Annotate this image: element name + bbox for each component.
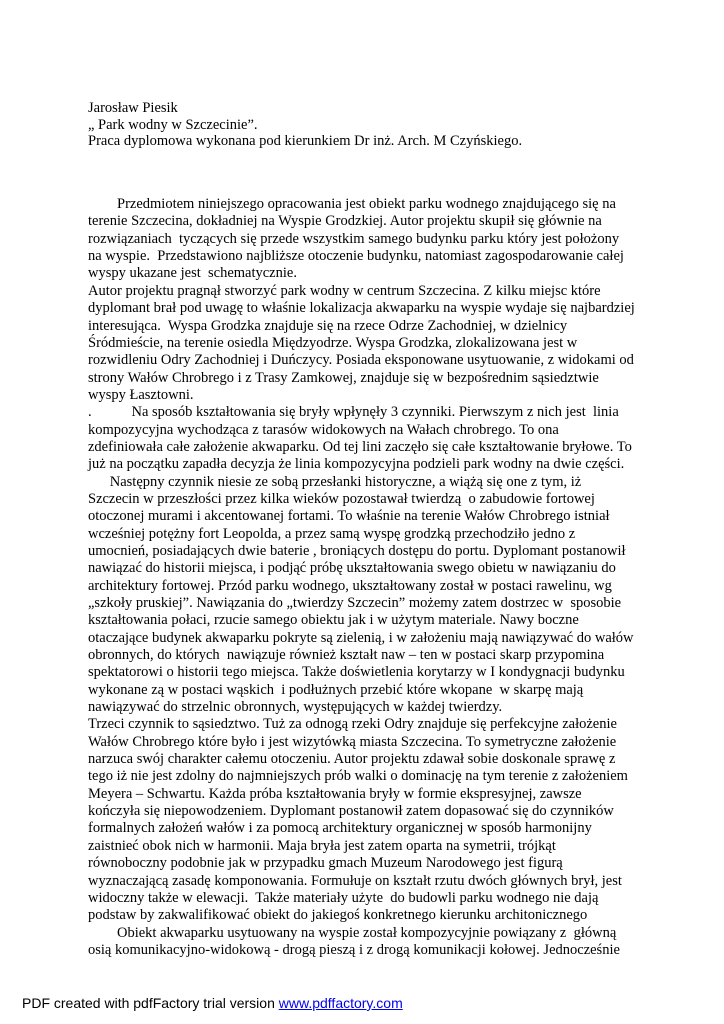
body-line: architektury fortowej. Przód parku wodnego, ukształtowany został w postaci rawelinu, wg (88, 577, 612, 594)
body-line: rozwiązaniach tyczących się przede wszystkim samego budynku parku który jest położony (88, 230, 620, 247)
thesis-title: „ Park wodny w Szczecinie”. (88, 116, 258, 133)
body-line: kompozycyjna wychodząca z tarasów widokowych na Wałach chrobrego. To ona (88, 421, 559, 438)
body-line: Następny czynnik niesie ze sobą przesłanki historyczne, a wiążą się one z tym, iż (88, 473, 582, 490)
body-line: narzuca swój charakter całemu otoczeniu. Autor projektu zdawał sobie doskonale sprawę z (88, 751, 616, 768)
pdffactory-link[interactable]: www.pdffactory.com (278, 995, 403, 1011)
body-text (88, 196, 640, 959)
footer-text: PDF created with pdfFactory trial version (22, 995, 279, 1011)
body-line: Trzeci czynnik to sąsiedztwo. Tuż za odnogą rzeki Odry znajduje się perfekcyjne założenie (88, 716, 617, 733)
body-line: tego iż nie jest zdolny do najmniejszych prób walki o dominację na tym terenie z założeniem (88, 768, 628, 785)
body-line: kończyła się niepowodzeniem. Dyplomant postanowił zatem dopasować się do czynników (88, 803, 614, 820)
body-line: nawiązać do historii miejsca, i podjąć próbę ukształtowania swego obietu w nawiązaniu do (88, 560, 616, 577)
body-line: formalnych założeń wałów i za pomocą architektury organicznej w sposób harmonijny (88, 820, 592, 837)
body-line: zaistnieć obok nich w harmonii. Maja bryła jest zatem oparta na symetrii, trójkąt (88, 837, 556, 854)
body-line: interesująca. Wyspa Grodzka znajduje się na rzece Odrze Zachodniej, w dzielnicy (88, 317, 568, 334)
document-header (88, 100, 640, 150)
body-line: na wyspie. Przedstawiono najbliższe otoczenie budynku, natomiast zagospodarowanie całej (88, 248, 624, 265)
body-line: zdefiniowała całe założenie akwaparku. Od tej lini zaczęło się całe kształtowanie bryłowe. To (88, 438, 632, 455)
body-line: „szkoły pruskiej”. Nawiązania do „twierdzy Szczecin” możemy zatem dostrzec w sposobie (88, 595, 622, 612)
body-line: Obiekt akwaparku usytuowany na wyspie został kompozycyjnie powiązany z główną (88, 924, 617, 941)
body-line: nawiązywać do strzelnic obronnych, występujących w każdej twierdzy. (88, 699, 503, 716)
body-line: wykonane zą w postaci wąskich i podłużnych przebić które wkopane w skarpę mają (88, 681, 584, 698)
body-line: umocnień, posiadających dwie baterie , broniących dostępu do portu. Dyplomant postanowił (88, 542, 626, 559)
body-line: rozwidleniu Odry Zachodniej i Duńczycy. Posiada eksponowane usytuowanie, z widokami od (88, 352, 634, 369)
body-line: . Na sposób kształtowania się bryły wpłynęły 3 czynniki. Pierwszym z nich jest linia (88, 404, 619, 421)
body-line: Meyera – Schwartu. Każda próba kształtowania bryły w formie ekspresyjnej, zawsze (88, 785, 582, 802)
body-line: spektatorowi o historii tego miejsca. Także doświetlenia korytarzy w I kondygnacji budynku (88, 664, 625, 681)
body-line: Autor projektu pragnął stworzyć park wodny w centrum Szczecina. Z kilku miejsc które (88, 282, 601, 299)
thesis-subtitle: Praca dyplomowa wykonana pod kierunkiem Dr inż. Arch. M Czyńskiego. (88, 133, 523, 150)
body-line: strony Wałów Chrobrego i z Trasy Zamkowej, znajduje się w bezpośrednim sąsiedztwie (88, 369, 599, 386)
body-line: Wałów Chrobrego które było i jest wizytówką miasta Szczecina. To symetryczne założenie (88, 733, 617, 750)
body-line: wcześniej potężny fort Leopolda, a przez samą wyspę grodzką przechodziło jedno z (88, 525, 576, 542)
body-line: terenie Szczecina, dokładniej na Wyspie Grodzkiej. Autor projektu skupił się głównie na (88, 213, 602, 230)
body-line: kształtowania połaci, rzucie samego obiektu jak i w użytym materiale. Nawy boczne (88, 612, 579, 629)
body-line: Śródmieście, na terenie osiedla Międzyodrze. Wyspa Grodzka, zlokalizowana jest w (88, 334, 578, 351)
body-line: wyspy ukazane jest schematycznie. (88, 265, 297, 282)
body-line: otaczające budynek akwaparku pokryte są zielenią, i w założeniu mają nawiązywać do wałów (88, 629, 634, 646)
body-line: podstaw by zakwalifikować obiekt do jakiegoś konkretnego kierunku architonicznego (88, 907, 588, 924)
body-line: osią komunikacyjno-widokową - drogą pieszą i z drogą komunikacji kołowej. Jednocześnie (88, 941, 620, 958)
body-line: wyspy Łasztowni. (88, 386, 194, 403)
header-spacer (88, 150, 640, 196)
body-line: widoczny także w elewacji. Także materiały użyte do budowli parku wodnego nie dają (88, 889, 599, 906)
document-page (88, 100, 640, 959)
body-line: Przedmiotem niniejszego opracowania jest obiekt parku wodnego znajdującego się na (88, 196, 616, 213)
author-line: Jarosław Piesik (88, 100, 178, 116)
body-line: wyznaczającą zasadę komponowania. Formułuje on kształt rzutu dwóch głównych brył, jest (88, 872, 622, 889)
body-line: już na początku zapadła decyzja że linia kompozycyjna podzieli park wodny na dwie części. (88, 456, 625, 473)
body-line: obronnych, do których nawiązuje również kształt naw – ten w postaci skarp przypomina (88, 647, 605, 664)
body-line: Szczecin w przeszłości przez kilka wieków pozostawał twierdzą o zabudowie fortowej (88, 490, 595, 507)
body-line: otoczonej murami i akcentowanej fortami. To właśnie na terenie Wałów Chrobrego istniał (88, 508, 610, 525)
body-line: równoboczny podobnie jak w przypadku gmach Muzeum Narodowego jest figurą (88, 855, 563, 872)
body-line: dyplomant brał pod uwagę to właśnie lokalizacja akwaparku na wyspie wydaje się najbardziej (88, 300, 635, 317)
pdf-footer (22, 995, 403, 1011)
